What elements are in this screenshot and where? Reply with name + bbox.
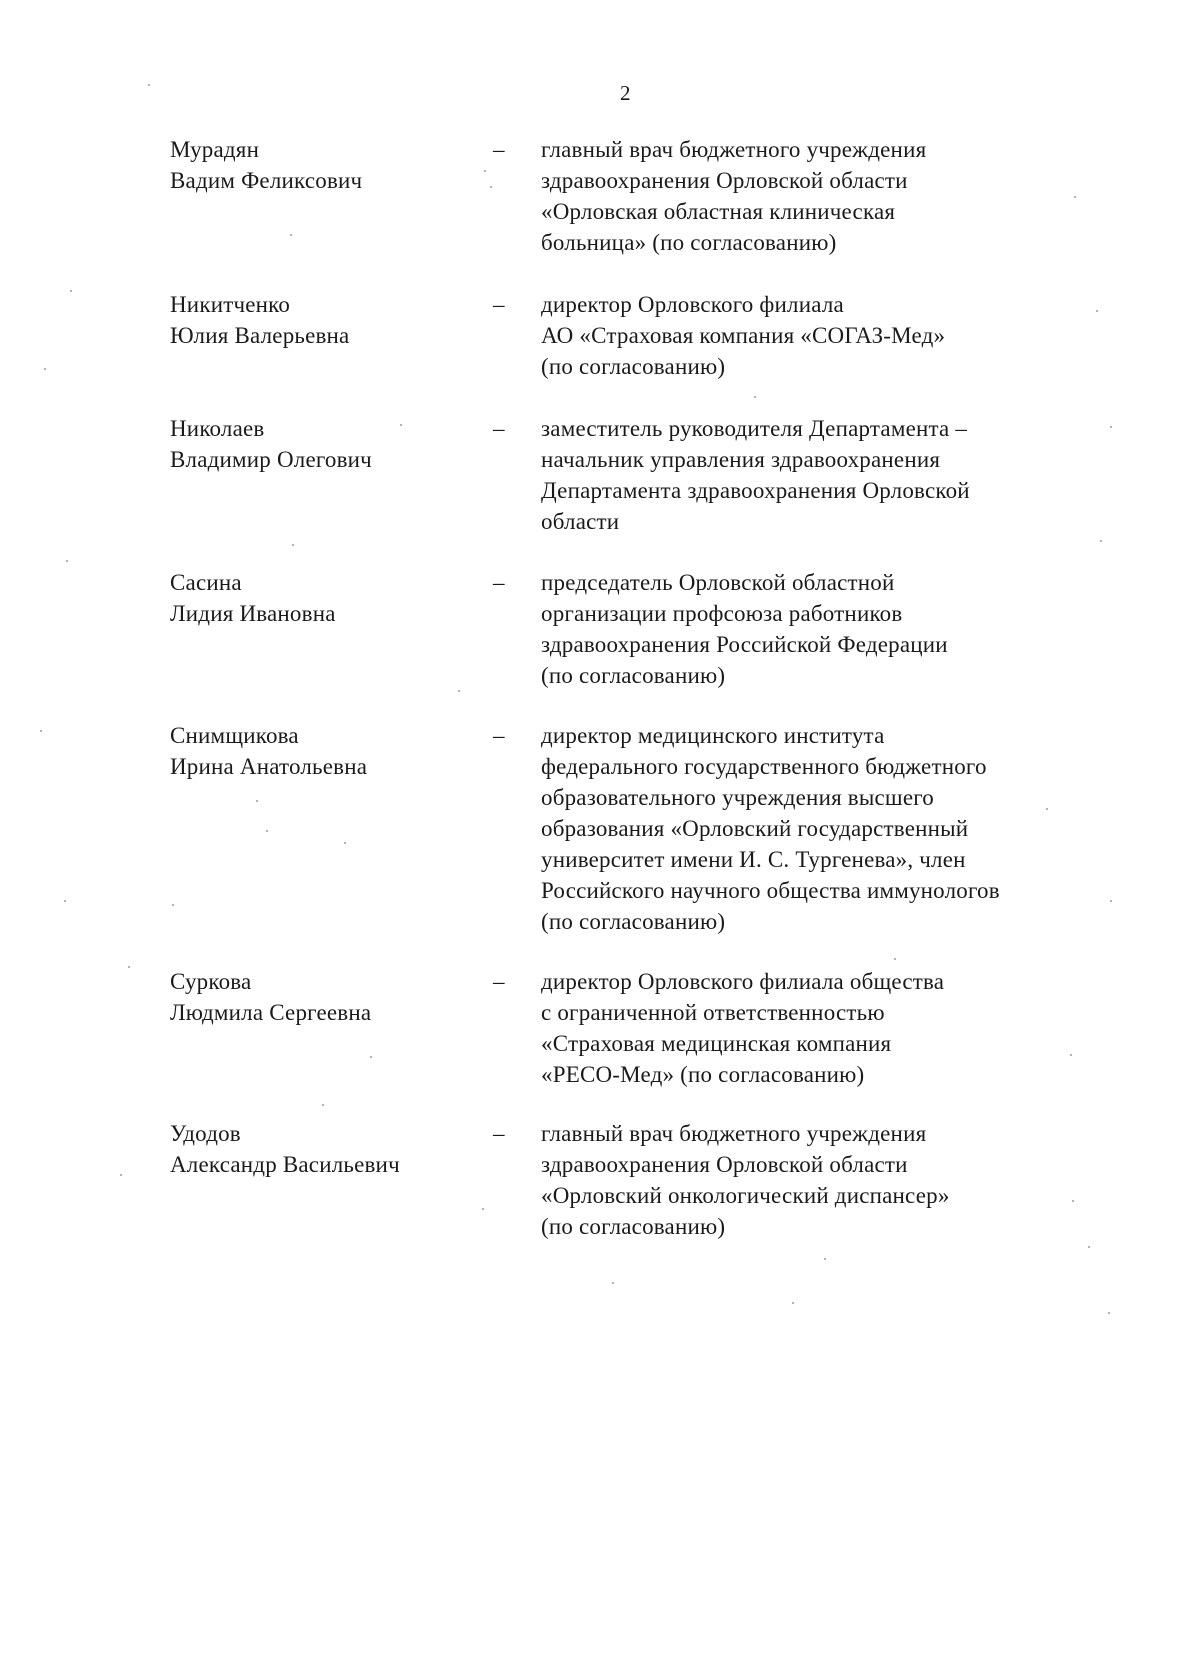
dash-separator: – — [493, 292, 505, 317]
scan-speck — [1110, 426, 1112, 428]
member-given-names: Юлия Валерьевна — [170, 323, 350, 348]
scan-speck — [344, 842, 346, 844]
scan-speck — [1046, 808, 1048, 810]
position-line: здравоохранения Орловской области — [541, 1152, 908, 1177]
position-line: начальник управления здравоохранения — [541, 447, 941, 472]
scan-speck — [40, 730, 42, 732]
position-line: директор Орловского филиала общества — [541, 969, 945, 994]
scan-speck — [256, 800, 258, 802]
member-surname: Сасина — [170, 570, 242, 595]
position-line: «Орловский онкологический диспансер» — [541, 1183, 950, 1208]
scan-speck — [1070, 1054, 1072, 1056]
scan-speck — [612, 1282, 614, 1284]
dash-separator: – — [493, 1121, 505, 1146]
scan-speck — [1074, 196, 1076, 198]
position-line: Департамента здравоохранения Орловской — [541, 478, 970, 503]
scan-speck — [120, 1174, 122, 1176]
member-name — [170, 134, 470, 196]
scan-speck — [290, 234, 292, 236]
dash-separator: – — [493, 570, 505, 595]
member-position — [541, 134, 1081, 258]
scan-speck — [490, 186, 492, 188]
position-line: «Страховая медицинская компания — [541, 1031, 892, 1056]
scan-speck — [128, 966, 130, 968]
member-position — [541, 289, 1081, 382]
position-line: области — [541, 509, 620, 534]
member-name — [170, 413, 470, 475]
member-given-names: Ирина Анатольевна — [170, 754, 368, 779]
position-line: с ограниченной ответственностью — [541, 1000, 885, 1025]
scan-speck — [292, 544, 294, 546]
scan-speck — [400, 424, 402, 426]
member-position — [541, 567, 1081, 691]
dash-separator: – — [493, 416, 505, 441]
member-name — [170, 720, 470, 782]
member-given-names: Владимир Олегович — [170, 447, 372, 472]
position-line: председатель Орловской областной — [541, 570, 895, 595]
scan-speck — [1072, 1200, 1074, 1202]
dash-separator: – — [493, 723, 505, 748]
member-name — [170, 289, 470, 351]
position-line: больница» (по согласованию) — [541, 230, 837, 255]
scan-speck — [148, 84, 150, 86]
member-surname: Суркова — [170, 969, 252, 994]
scan-speck — [322, 1104, 324, 1106]
position-line: здравоохранения Орловской области — [541, 168, 908, 193]
scan-speck — [482, 1208, 484, 1210]
member-given-names: Александр Васильевич — [170, 1152, 400, 1177]
position-line: заместитель руководителя Департамента – — [541, 416, 968, 441]
position-line: директор медицинского института — [541, 723, 885, 748]
member-surname: Никитченко — [170, 292, 291, 317]
position-line: Российского научного общества иммунологов — [541, 878, 1000, 903]
member-position — [541, 413, 1081, 537]
scan-speck — [70, 290, 72, 292]
scan-speck — [754, 396, 756, 398]
position-line: образования «Орловский государственный — [541, 816, 969, 841]
scan-speck — [894, 958, 896, 960]
member-position — [541, 966, 1081, 1090]
scan-speck — [458, 690, 460, 692]
scan-speck — [824, 1258, 826, 1260]
member-surname: Мурадян — [170, 137, 260, 162]
scan-speck — [1096, 310, 1098, 312]
member-given-names: Лидия Ивановна — [170, 601, 336, 626]
page-number: 2 — [620, 81, 631, 105]
position-line: (по согласованию) — [541, 663, 726, 688]
position-line: (по согласованию) — [541, 354, 726, 379]
position-line: главный врач бюджетного учреждения — [541, 137, 927, 162]
scan-speck — [370, 1056, 372, 1058]
scan-speck — [266, 830, 268, 832]
scan-speck — [1088, 1246, 1090, 1248]
member-position — [541, 1118, 1081, 1242]
position-line: федерального государственного бюджетного — [541, 754, 987, 779]
dash-separator: – — [493, 137, 505, 162]
member-name — [170, 966, 470, 1028]
scan-speck — [66, 560, 68, 562]
member-position — [541, 720, 1081, 937]
position-line: здравоохранения Российской Федерации — [541, 632, 948, 657]
member-given-names: Людмила Сергеевна — [170, 1000, 372, 1025]
scan-speck — [44, 368, 46, 370]
scan-speck — [64, 900, 66, 902]
position-line: образовательного учреждения высшего — [541, 785, 935, 810]
scan-speck — [792, 1302, 794, 1304]
position-line: главный врач бюджетного учреждения — [541, 1121, 927, 1146]
position-line: (по согласованию) — [541, 1214, 726, 1239]
member-name — [170, 1118, 470, 1180]
scan-speck — [1108, 1312, 1110, 1314]
position-line: организации профсоюза работников — [541, 601, 903, 626]
scan-speck — [1110, 900, 1112, 902]
member-surname: Николаев — [170, 416, 265, 441]
position-line: университет имени И. С. Тургенева», член — [541, 847, 966, 872]
scan-speck — [1100, 540, 1102, 542]
member-name — [170, 567, 470, 629]
position-line: «РЕСО-Мед» (по согласованию) — [541, 1062, 865, 1087]
position-line: АО «Страховая компания «СОГАЗ-Мед» — [541, 323, 946, 348]
dash-separator: – — [493, 969, 505, 994]
position-line: директор Орловского филиала — [541, 292, 844, 317]
scan-speck — [172, 904, 174, 906]
position-line: «Орловская областная клиническая — [541, 199, 896, 224]
position-line: (по согласованию) — [541, 909, 726, 934]
member-surname: Удодов — [170, 1121, 241, 1146]
scan-speck — [484, 170, 486, 172]
member-surname: Снимщикова — [170, 723, 299, 748]
member-given-names: Вадим Феликсович — [170, 168, 363, 193]
